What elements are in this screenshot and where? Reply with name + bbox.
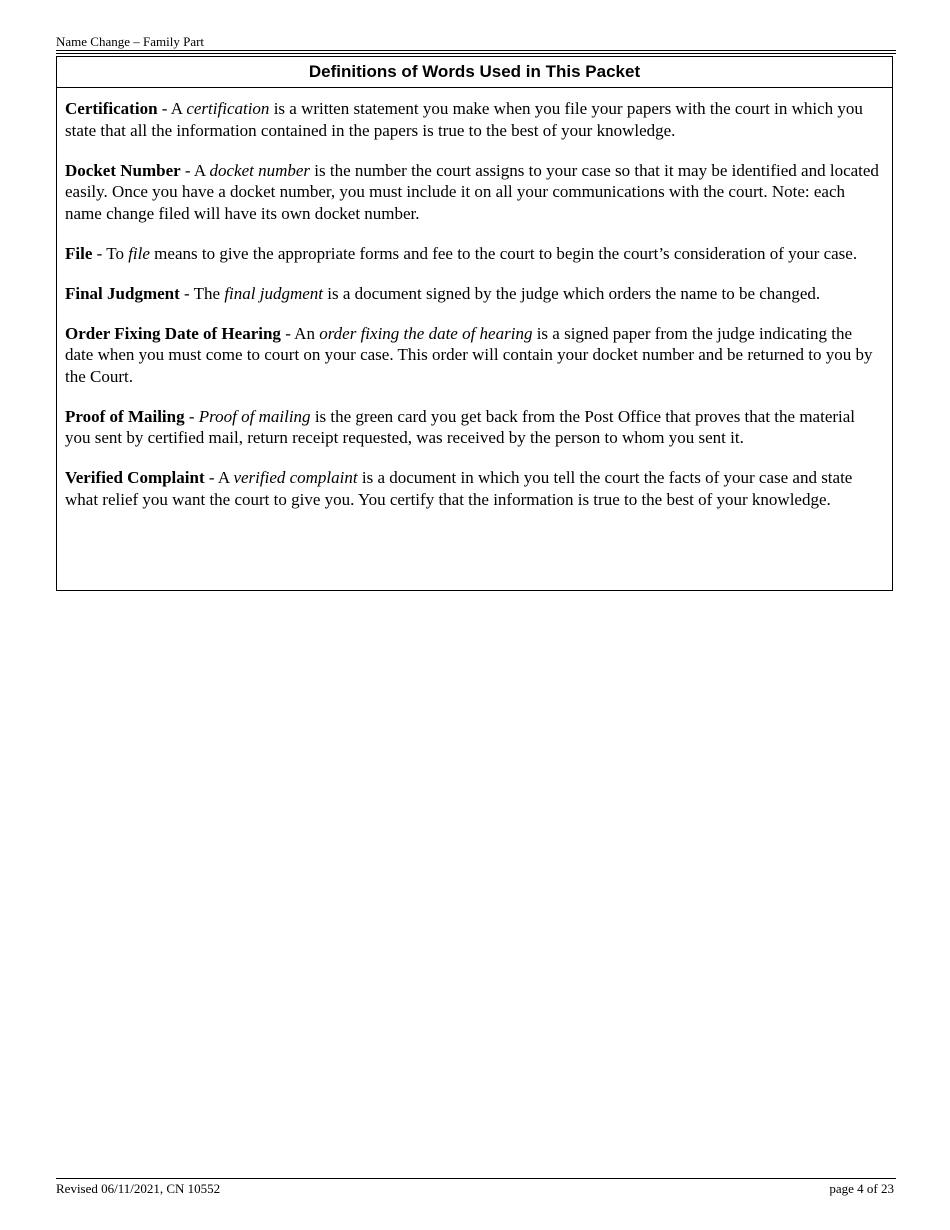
definitions-box	[56, 56, 893, 591]
definitions-title: Definitions of Words Used in This Packet	[57, 57, 892, 88]
definition-italic-term: file	[128, 243, 150, 263]
definition-text: is a document signed by the judge which orders the name to be changed.	[323, 283, 821, 303]
definition-text: is a signed paper from the judge indicating the date when you must come to court on your case. This order will contain your docket number and be returned to you by the Court.	[65, 323, 873, 386]
definitions-list	[57, 88, 892, 510]
definition-order-fixing-date	[65, 323, 883, 388]
definition-text: is the number the court assigns to your case so that it may be identified and located easily. Once you have a docket number, you must include it on all your communications with the court. Note: each name change filed will have its own docket number.	[65, 160, 879, 223]
definition-text: means to give the appropriate forms and fee to the court to begin the court’s consideration of your case.	[149, 243, 858, 263]
definition-italic-term: docket number	[209, 160, 311, 180]
definition-italic-term: final judgment	[224, 283, 324, 303]
header-rule-bottom	[56, 53, 896, 54]
running-header-title: Name Change – Family Part	[56, 34, 205, 49]
definition-text: is the green card you get back from the Post Office that proves that the material you sent by certified mail, return receipt requested, was received by the person to whom you sent it.	[65, 406, 856, 447]
definition-italic-term: Proof of mailing	[198, 406, 311, 426]
definition-verified-complaint	[65, 467, 883, 510]
definition-term: Order Fixing Date of Hearing	[65, 323, 281, 343]
definition-term: Certification	[65, 99, 158, 118]
footer-rule	[56, 1178, 896, 1179]
definition-connector: - To	[92, 243, 129, 263]
definition-proof-of-mailing	[65, 406, 883, 449]
header-rule-top	[56, 50, 896, 51]
definition-term: Verified Complaint	[65, 468, 205, 487]
definition-term: Final Judgment	[65, 283, 180, 303]
definition-file	[65, 243, 883, 265]
definition-final-judgment	[65, 283, 883, 305]
definition-text: is a written statement you make when you file your papers with the court in which you state that all the information contained in the papers is true to the best of your knowledge.	[65, 99, 863, 140]
definition-text: is a document in which you tell the court the facts of your case and state what relief you want the court to give you. You certify that the information is true to the best of your knowledge.	[65, 468, 853, 509]
definition-connector: - A	[180, 160, 210, 180]
definition-italic-term: verified complaint	[233, 468, 358, 487]
definition-connector: -	[184, 406, 199, 426]
definition-italic-term: certification	[186, 99, 270, 118]
footer-page-number: page 4 of 23	[829, 1181, 894, 1196]
definition-certification	[65, 98, 883, 141]
definition-term: Docket Number	[65, 160, 181, 180]
definition-connector: - The	[179, 283, 225, 303]
footer-revision: Revised 06/11/2021, CN 10552	[56, 1181, 221, 1196]
definition-italic-term: order fixing the date of hearing	[319, 323, 533, 343]
definition-term: Proof of Mailing	[65, 406, 185, 426]
definition-docket-number	[65, 160, 883, 225]
definition-term: File	[65, 243, 93, 263]
definition-connector: - A	[157, 99, 187, 118]
definition-connector: - An	[280, 323, 320, 343]
definition-connector: - A	[204, 468, 234, 487]
